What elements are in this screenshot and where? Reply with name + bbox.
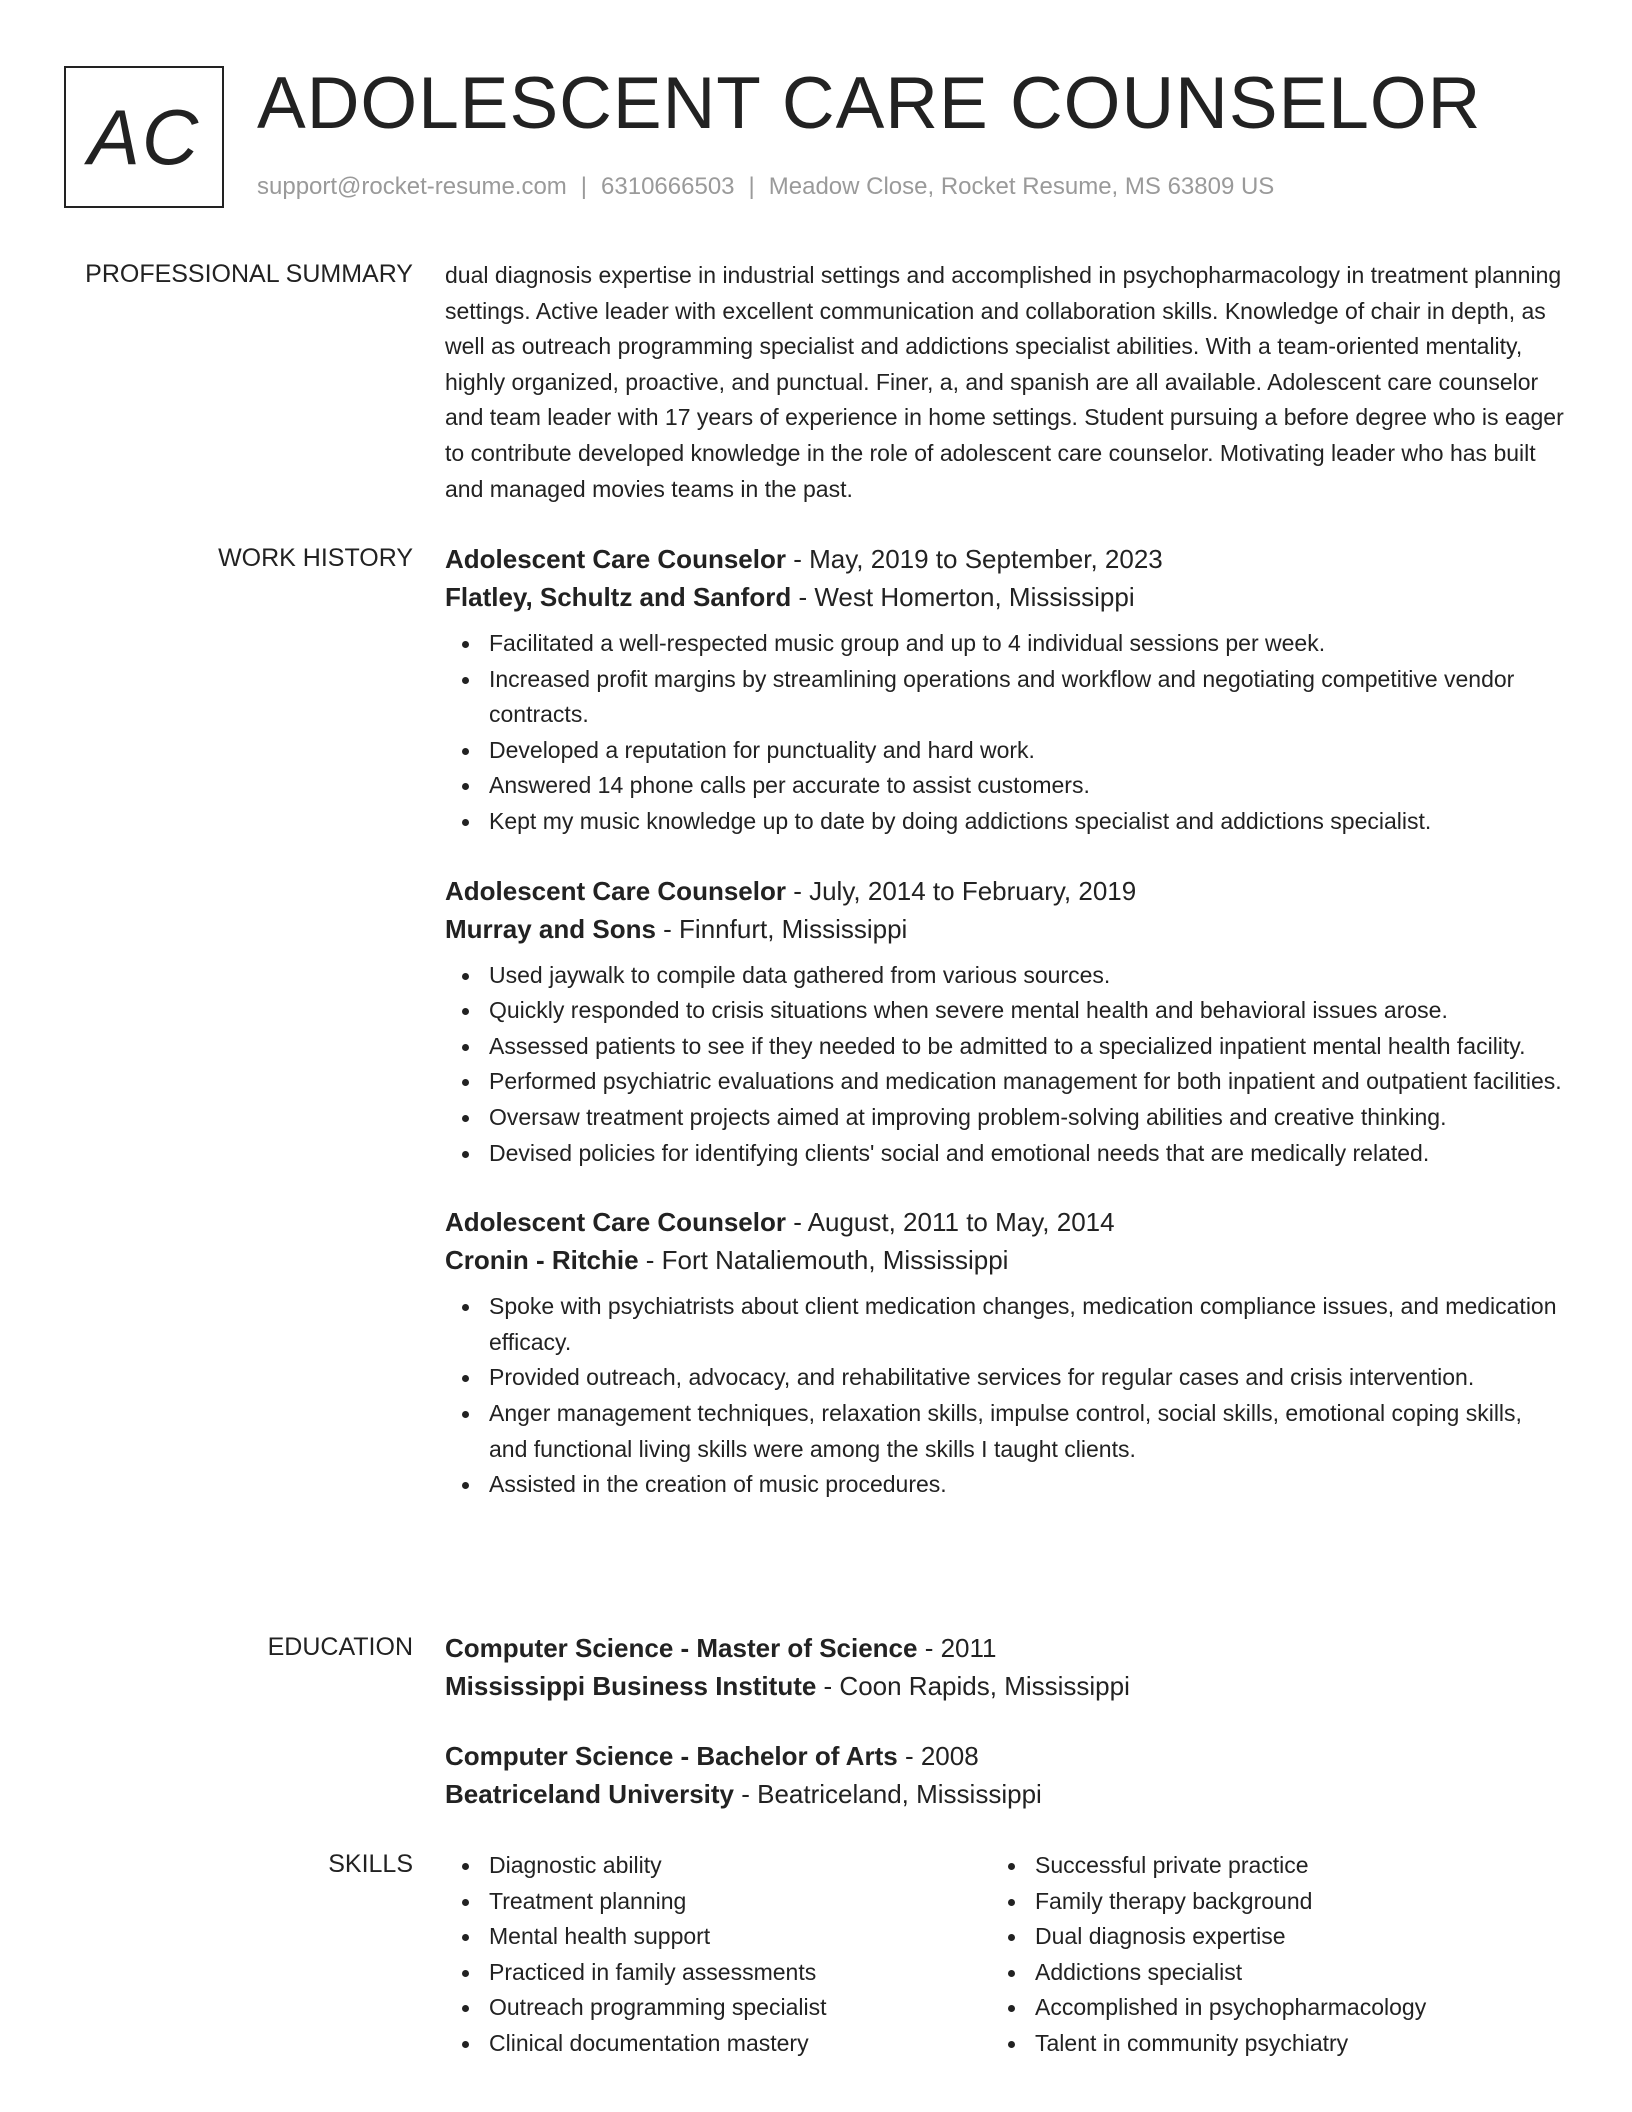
skill-item: Mental health support — [445, 1919, 991, 1955]
job-bullet: Used jaywalk to compile data gathered from various sources. — [445, 958, 1565, 994]
job-bullet: Assessed patients to see if they needed to be admitted to a specialized inpatient mental health facility. — [445, 1029, 1565, 1065]
education-degree-line — [445, 1629, 1565, 1667]
job-entry — [445, 872, 1565, 1172]
section-label-skills: SKILLS — [328, 1850, 413, 1878]
skills-column-left — [445, 1848, 991, 2062]
contact-separator: | — [748, 173, 755, 200]
skill-item: Addictions specialist — [991, 1955, 1537, 1991]
education-school: Mississippi Business Institute — [445, 1671, 817, 1701]
job-title-line — [445, 540, 1565, 578]
education-year: - 2008 — [904, 1741, 979, 1771]
job-location: - Fort Nataliemouth, Mississippi — [645, 1245, 1009, 1276]
job-title: Adolescent Care Counselor — [445, 544, 786, 574]
contact-email[interactable]: support@rocket-resume.com — [257, 173, 567, 200]
job-company-line — [445, 910, 1565, 948]
education-entry — [445, 1629, 1565, 1705]
education-school: Beatriceland University — [445, 1779, 735, 1809]
job-bullet: Anger management techniques, relaxation skills, impulse control, social skills, emotional coping skills, and functional living skills were among the skills I taught clients. — [445, 1396, 1565, 1467]
skills-content — [445, 1848, 1565, 2062]
education-location: - Beatriceland, Mississippi — [741, 1779, 1042, 1809]
contact-address: Meadow Close, Rocket Resume, MS 63809 US — [768, 173, 1275, 200]
skill-item: Dual diagnosis expertise — [991, 1919, 1537, 1955]
education-school-line — [445, 1667, 1565, 1705]
skill-item: Clinical documentation mastery — [445, 2026, 991, 2062]
job-location: - West Homerton, Mississippi — [798, 582, 1135, 612]
education-degree-line — [445, 1737, 1565, 1775]
education-year: - 2011 — [924, 1633, 997, 1663]
job-company: Cronin - Ritchie — [445, 1245, 639, 1276]
job-location: - Finnfurt, Mississippi — [663, 913, 908, 944]
summary-text: dual diagnosis expertise in industrial settings and accomplished in psychopharmacology in treatment planning settings. Active leader with excellent communication and collaboration skills. Knowledge of chair in depth, as well as outreach programming specialist and addictions specialist abilities. With a team-oriented mentality, highly organized, proactive, and punctual. Finer, a, and spanish are all available. Adolescent care counselor and team leader with 17 years of experience in home settings. Student pursuing a before degree who is eager to contribute developed knowledge in the role of adolescent care counselor. Motivating leader who has built and managed movies teams in the past. — [445, 262, 1564, 502]
job-bullet: Answered 14 phone calls per accurate to assist customers. — [445, 768, 1565, 804]
section-label-summary: PROFESSIONAL SUMMARY — [85, 260, 413, 288]
job-bullets — [445, 1289, 1565, 1503]
job-title-line — [445, 872, 1565, 910]
job-bullet: Developed a reputation for punctuality and hard work. — [445, 733, 1565, 769]
job-bullet: Performed psychiatric evaluations and medication management for both inpatient and outpatient facilities. — [445, 1064, 1565, 1100]
job-dates: - May, 2019 to September, 2023 — [793, 544, 1163, 574]
education-location: - Coon Rapids, Mississippi — [823, 1671, 1130, 1701]
job-bullet: Oversaw treatment projects aimed at improving problem-solving abilities and creative thinking. — [445, 1100, 1565, 1136]
section-label-education: EDUCATION — [267, 1633, 413, 1661]
job-title: Adolescent Care Counselor — [445, 1207, 786, 1238]
job-company: Flatley, Schultz and Sanford — [445, 582, 792, 612]
job-bullet: Assisted in the creation of music procedures. — [445, 1467, 1565, 1503]
job-bullet: Facilitated a well-respected music group and up to 4 individual sessions per week. — [445, 626, 1565, 662]
job-bullet: Increased profit margins by streamlining operations and workflow and negotiating competitive vendor contracts. — [445, 662, 1565, 733]
contact-line — [257, 173, 1274, 201]
job-title-line — [445, 1203, 1565, 1241]
skills-column-right — [991, 1848, 1537, 2062]
job-dates: - July, 2014 to February, 2019 — [793, 875, 1137, 906]
education-content — [445, 1629, 1565, 1813]
education-school-line — [445, 1775, 1565, 1813]
section-label-work-history: WORK HISTORY — [218, 544, 413, 572]
education-degree: Computer Science - Bachelor of Arts — [445, 1741, 898, 1771]
job-bullet: Quickly responded to crisis situations when severe mental health and behavioral issues arose. — [445, 993, 1565, 1029]
monogram-box — [64, 66, 224, 208]
job-dates: - August, 2011 to May, 2014 — [793, 1207, 1115, 1238]
education-degree: Computer Science - Master of Science — [445, 1633, 918, 1663]
job-bullet: Provided outreach, advocacy, and rehabilitative services for regular cases and crisis intervention. — [445, 1360, 1565, 1396]
contact-separator: | — [580, 173, 588, 200]
job-company: Murray and Sons — [445, 913, 656, 944]
skill-item: Treatment planning — [445, 1884, 991, 1920]
job-company-line — [445, 1241, 1565, 1279]
work-history-content — [445, 540, 1565, 1503]
job-bullet: Spoke with psychiatrists about client medication changes, medication compliance issues, and medication efficacy. — [445, 1289, 1565, 1360]
job-title: Adolescent Care Counselor — [445, 875, 786, 906]
skill-item: Practiced in family assessments — [445, 1955, 991, 1991]
skill-item: Outreach programming specialist — [445, 1990, 991, 2026]
job-bullets — [445, 626, 1565, 840]
resume-header — [64, 63, 1564, 208]
skill-item: Talent in community psychiatry — [991, 2026, 1537, 2062]
job-entry — [445, 540, 1565, 840]
job-bullets — [445, 958, 1565, 1172]
contact-phone[interactable]: 6310666503 — [601, 173, 735, 200]
skill-item: Family therapy background — [991, 1884, 1537, 1920]
job-bullet: Kept my music knowledge up to date by doing addictions specialist and addictions specialist. — [445, 804, 1565, 840]
job-entry — [445, 1203, 1565, 1503]
job-bullet: Devised policies for identifying clients' social and emotional needs that are medically related. — [445, 1136, 1565, 1172]
skill-item: Accomplished in psychopharmacology — [991, 1990, 1537, 2026]
candidate-name: ADOLESCENT CARE COUNSELOR — [257, 63, 1482, 144]
education-entry — [445, 1737, 1565, 1813]
skill-item: Successful private practice — [991, 1848, 1537, 1884]
monogram-initials: AC — [87, 92, 201, 181]
skill-item: Diagnostic ability — [445, 1848, 991, 1884]
job-company-line — [445, 578, 1565, 616]
